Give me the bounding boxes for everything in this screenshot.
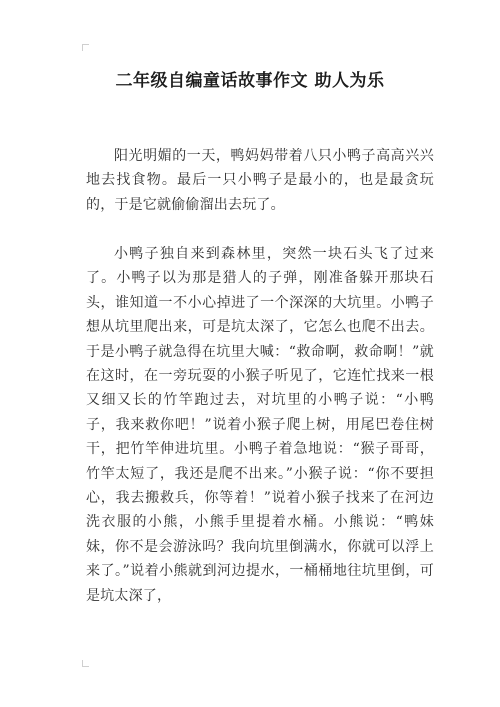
page-title: 二年级自编童话故事作文 助人为乐 [115, 71, 385, 91]
page-corner-mark-bottom [82, 660, 89, 667]
page-corner-mark-top [82, 44, 89, 51]
paragraph-1: 阳光明媚的一天，鸭妈妈带着八只小鸭子高高兴兴地去找食物。最后一只小鸭子是最小的，也是最贪玩的，于是它就偷偷溜出去玩了。 [86, 148, 434, 213]
paragraph-2: 小鸭子独自来到森林里，突然一块石头飞了过来了。小鸭子以为那是猎人的子弹，刚准备躲开那块石头，谁知道一不小心掉进了一个深深的大坑里。小鸭子想从坑里爬出来，可是坑太深了，它怎么也爬不出去。于是小鸭子就急得在坑里大喊：“救命啊，救命啊！”就在这时，在一旁玩耍的小猴子听见了，它连忙找来一根又细又长的竹竿跑过去，对坑里的小鸭子说：“小鸭子，我来救你吧！”说着小猴子爬上树，用尾巴卷住树干，把竹竿伸进坑里。小鸭子着急地说：“猴子哥哥，竹竿太短了，我还是爬不出来。”小猴子说：“你不要担心，我去搬救兵，你等着！”说着小猴子找来了在河边洗衣服的小熊，小熊手里提着水桶。小熊说：“鸭妹妹，你不是会游泳吗？我向坑里倒满水，你就可以浮上来了。”说着小熊就到河边提水，一桶桶地往坑里倒，可是坑太深了， [86, 246, 434, 604]
